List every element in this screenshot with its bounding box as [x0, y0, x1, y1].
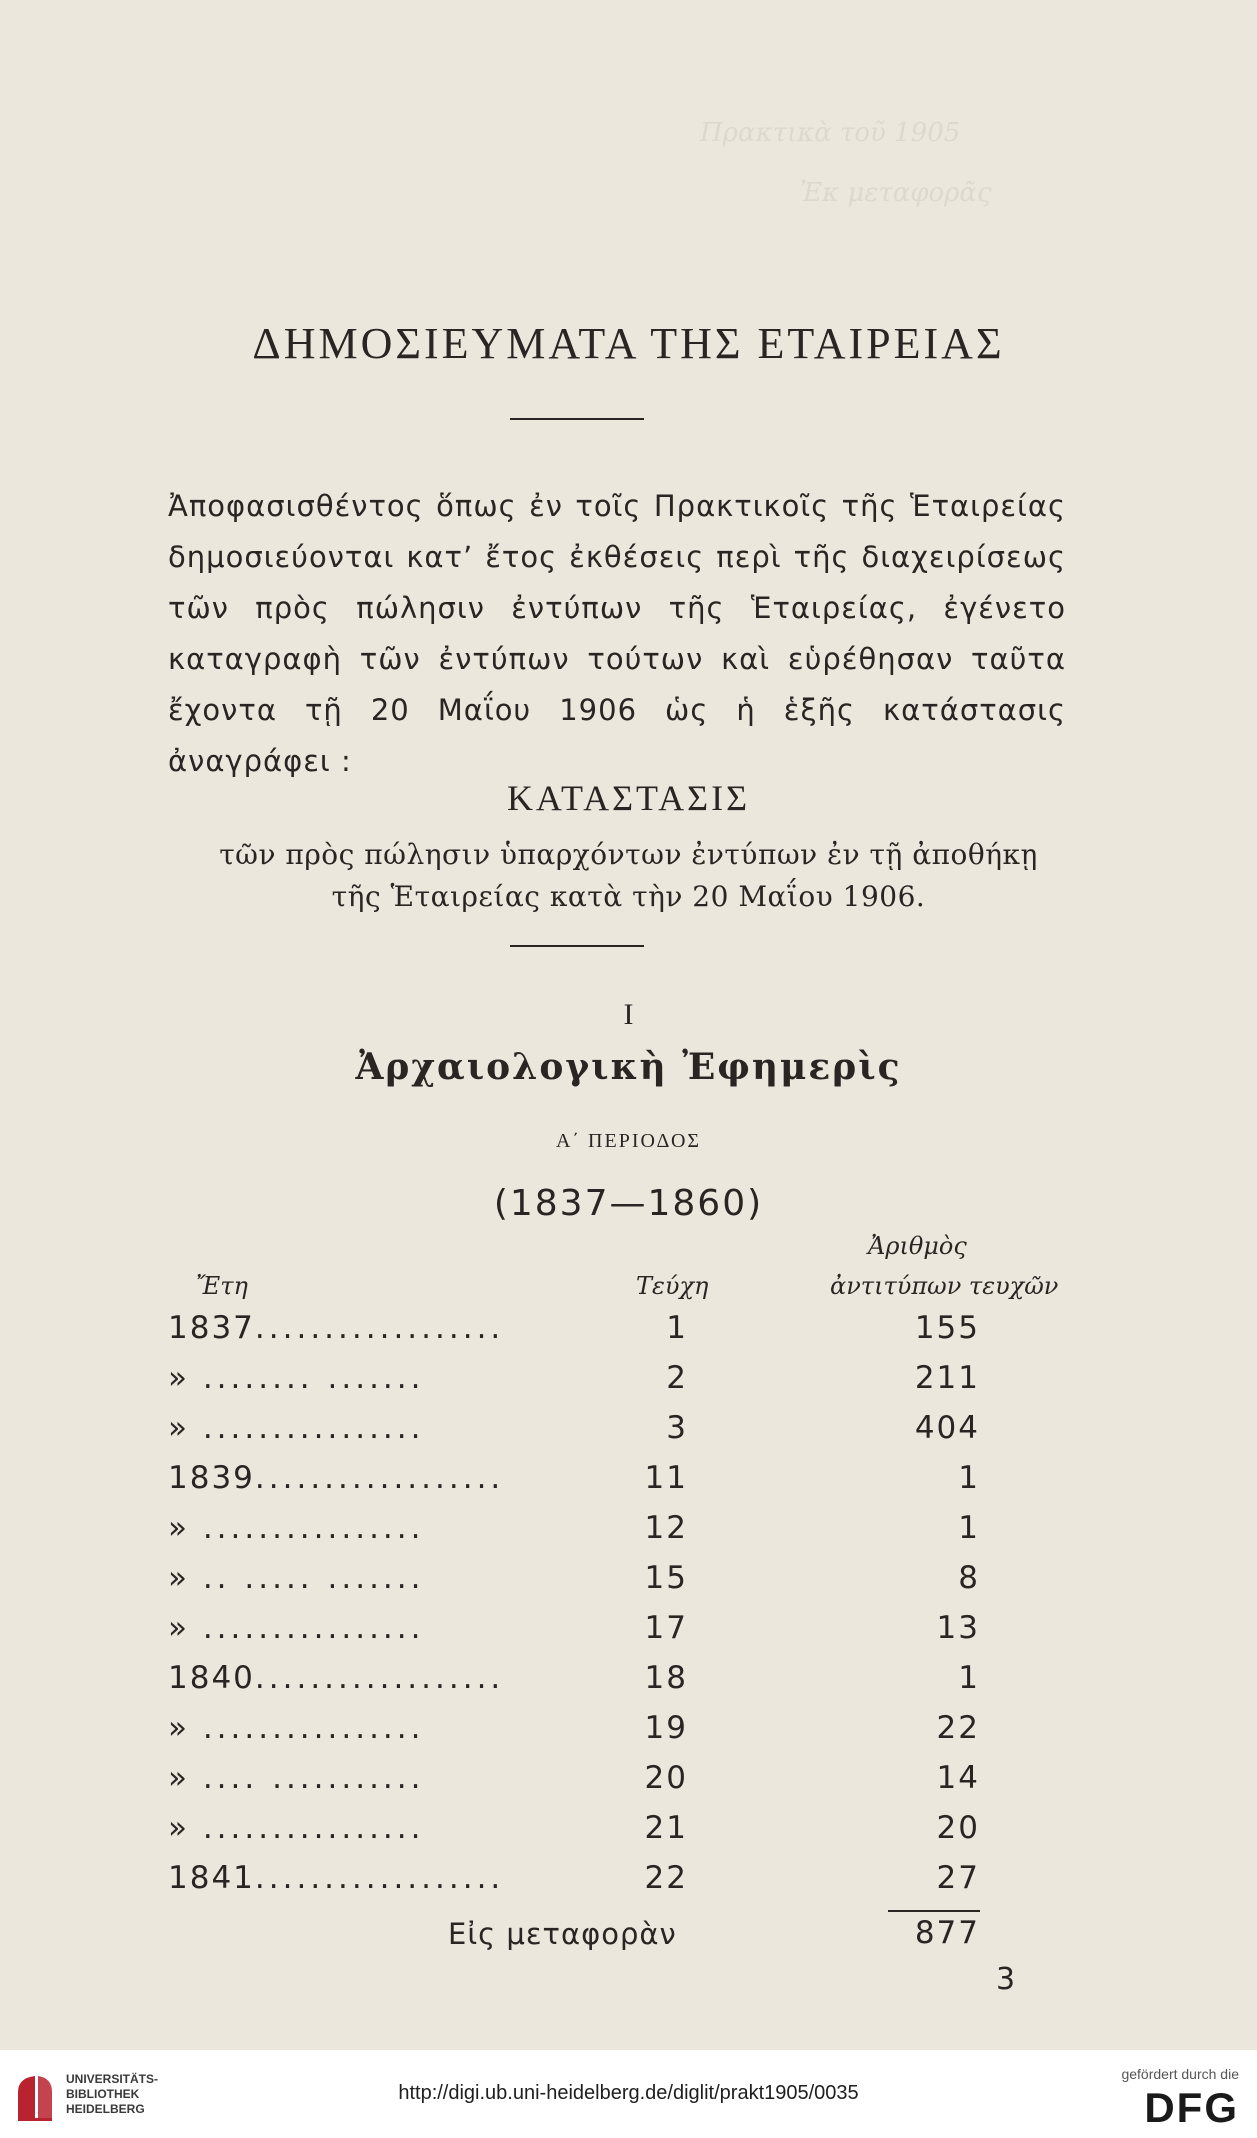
row-year-cell	[168, 1860, 598, 1896]
page-number: 3	[996, 1962, 1016, 1997]
table-row	[0, 1710, 1257, 1750]
row-copies: 1	[958, 1460, 980, 1496]
row-year: »	[168, 1360, 189, 1396]
row-year-cell	[168, 1760, 598, 1796]
row-year: 1839	[168, 1460, 255, 1496]
row-copies: 13	[936, 1610, 980, 1646]
row-copies: 211	[914, 1360, 980, 1396]
row-year-cell	[168, 1310, 598, 1346]
row-copies: 14	[936, 1760, 980, 1796]
column-header-years: Ἔτη	[196, 1272, 248, 1300]
dfg-logo: DFG	[1144, 2084, 1239, 2131]
row-leader-dots: .. ..... .......	[188, 1560, 425, 1596]
bleed-through-text: Πρακτικὰ τοῦ 1905	[700, 118, 961, 148]
row-copies: 155	[914, 1310, 980, 1346]
intro-paragraph: Ἀποφασισθέντος ὅπως ἐν τοῖς Πρακτικοῖς τῆς Ἑταιρείας δημοσιεύονται κατ’ ἔτος ἐκθέσεις περὶ τῆς διαχειρίσεως τῶν πρὸς πώλησιν ἐντύπων τῆς Ἑταιρείας, ἐγένετο καταγραφὴ τῶν ἐντύπων τούτων καὶ εὑρέθησαν ταῦτα ἔχοντα τῇ 20 Μαΐου 1906 ὡς ἡ ἑξῆς κατάστασις ἀναγράφει :	[168, 489, 1066, 778]
table-row	[0, 1460, 1257, 1500]
section-subheading-line-1: τῶν πρὸς πώλησιν ὑπαρχόντων ἐντύπων ἐν τῇ ἀποθήκῃ	[219, 838, 1038, 871]
row-copies: 8	[958, 1560, 980, 1596]
row-copies: 27	[936, 1860, 980, 1896]
row-issue: 12	[644, 1510, 688, 1546]
row-leader-dots: ................	[188, 1410, 425, 1446]
journal-title: Ἀρχαιολογικὴ Ἐφημερὶς	[355, 1046, 902, 1088]
row-year: »	[168, 1560, 189, 1596]
row-leader-dots: ........ .......	[188, 1360, 425, 1396]
table-row	[0, 1760, 1257, 1800]
row-issue: 1	[666, 1310, 688, 1346]
library-name-line-3: HEIDELBERG	[66, 2102, 145, 2116]
library-name-line-2: BIBLIOTHEK	[66, 2087, 140, 2101]
source-url-link[interactable]: http://digi.ub.uni-heidelberg.de/diglit/prakt1905/0035	[398, 2082, 859, 2104]
period-label: Α΄ ΠΕΡΙΟΔΟΣ	[555, 1130, 702, 1152]
row-copies: 1	[958, 1660, 980, 1696]
row-year: »	[168, 1810, 189, 1846]
row-issue: 19	[644, 1710, 688, 1746]
section-divider	[510, 945, 644, 947]
bleed-through-text: Ἐκ μεταφορᾶς	[800, 178, 992, 208]
page-title: ΔΗΜΟΣΙΕΥΜΑΤΑ ΤΗΣ ΕΤΑΙΡΕΙΑΣ	[252, 319, 1005, 368]
row-leader-dots: ................	[188, 1710, 425, 1746]
carry-forward-label: Εἰς μεταφορὰν	[448, 1917, 677, 1951]
table-row	[0, 1860, 1257, 1900]
total-underline	[888, 1910, 980, 1912]
section-heading: ΚΑΤΑΣΤΑΣΙΣ	[506, 778, 751, 818]
row-year-cell	[168, 1360, 598, 1396]
row-issue: 21	[644, 1810, 688, 1846]
row-year-cell	[168, 1410, 598, 1446]
section-subheading-line-2: τῆς Ἑταιρείας κατὰ τὴν 20 Μαΐου 1906.	[331, 880, 926, 913]
row-leader-dots: ..................	[254, 1310, 505, 1346]
column-header-copies-line-2: ἀντιτύπων τευχῶν	[830, 1272, 1059, 1300]
table-row	[0, 1410, 1257, 1450]
row-year-cell	[168, 1460, 598, 1496]
row-issue: 22	[644, 1860, 688, 1896]
row-year-cell	[168, 1810, 598, 1846]
row-leader-dots: ................	[188, 1510, 425, 1546]
table-row	[0, 1660, 1257, 1700]
row-leader-dots: ..................	[254, 1660, 505, 1696]
title-divider	[510, 418, 644, 420]
row-issue: 2	[666, 1360, 688, 1396]
table-row	[0, 1310, 1257, 1350]
footer-bar	[0, 2050, 1257, 2138]
row-leader-dots: ................	[188, 1810, 425, 1846]
column-header-issues: Τεύχη	[636, 1272, 709, 1300]
row-year-cell	[168, 1510, 598, 1546]
library-name-line-1: UNIVERSITÄTS-	[66, 2072, 159, 2086]
table-row	[0, 1610, 1257, 1650]
row-year: 1837	[168, 1310, 255, 1346]
row-issue: 18	[644, 1660, 688, 1696]
row-leader-dots: ..................	[254, 1860, 505, 1896]
row-copies: 1	[958, 1510, 980, 1546]
row-leader-dots: .... ...........	[188, 1760, 425, 1796]
row-issue: 15	[644, 1560, 688, 1596]
period-years: (1837—1860)	[493, 1183, 764, 1224]
row-issue: 17	[644, 1610, 688, 1646]
row-copies: 22	[936, 1710, 980, 1746]
table-row	[0, 1510, 1257, 1550]
carry-forward-total: 877	[914, 1915, 980, 1951]
row-year-cell	[168, 1560, 598, 1596]
row-year-cell	[168, 1610, 598, 1646]
row-leader-dots: ..................	[254, 1460, 505, 1496]
row-year: »	[168, 1710, 189, 1746]
section-number: I	[623, 998, 634, 1031]
row-issue: 3	[666, 1410, 688, 1446]
row-year: »	[168, 1760, 189, 1796]
row-year: 1840	[168, 1660, 255, 1696]
row-leader-dots: ................	[188, 1610, 425, 1646]
row-year: 1841	[168, 1860, 255, 1896]
row-copies: 404	[914, 1410, 980, 1446]
row-year: »	[168, 1610, 189, 1646]
row-copies: 20	[936, 1810, 980, 1846]
row-issue: 11	[644, 1460, 688, 1496]
row-issue: 20	[644, 1760, 688, 1796]
table-row	[0, 1810, 1257, 1850]
row-year-cell	[168, 1710, 598, 1746]
table-row	[0, 1360, 1257, 1400]
funder-note: gefördert durch die	[1121, 2066, 1239, 2082]
column-header-copies-line-1: Ἀριθμὸς	[868, 1232, 967, 1260]
table-row	[0, 1560, 1257, 1600]
row-year: »	[168, 1410, 189, 1446]
row-year: »	[168, 1510, 189, 1546]
row-year-cell	[168, 1660, 598, 1696]
